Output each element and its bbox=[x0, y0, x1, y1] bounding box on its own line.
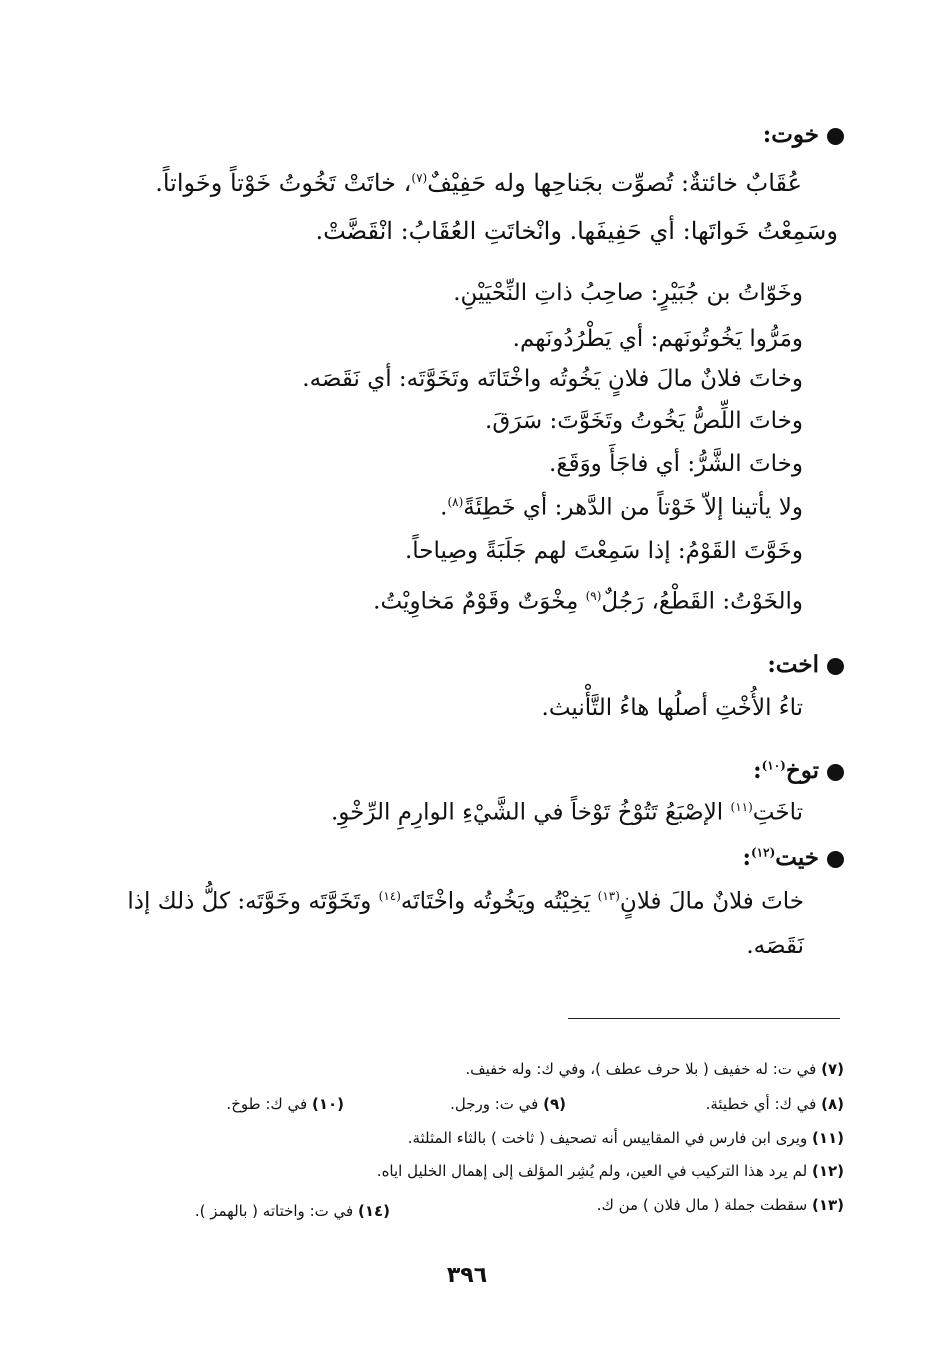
bullet-icon bbox=[827, 764, 844, 781]
footnote-marker: (١١) bbox=[730, 800, 753, 814]
footnote-11: (١١) ويرى ابن فارس في المقاييس أنه تصحيف ( ثاخت ) بالثاء المثلثة. bbox=[407, 1129, 844, 1147]
footnote-marker: (٨) bbox=[447, 495, 464, 509]
entry-item: ولا يأتينا إلاّ خَوْتاً من الدَّهر: أي خَطِئَةً$^{(٨)}$. bbox=[440, 494, 803, 521]
entry-heading-twkh: توخ$^{(١٠)}$: bbox=[753, 759, 844, 782]
entry-item: وخَوَّتَ القَوْمُ: إذا سَمِعْتَ لهم جَلَبَةً وصِياحاً. bbox=[404, 538, 803, 564]
footnote-divider bbox=[568, 1018, 840, 1019]
entry-item: وخاتَ الشَّرُّ: أي فاجَأَ ووَقَعَ. bbox=[549, 451, 803, 477]
footnote-marker: (١٤) bbox=[378, 889, 401, 903]
entry-heading-khyt: خيت$^{(١٢)}$: bbox=[742, 846, 844, 869]
entry-line: وسَمِعْتُ خَواتَها: أي حَفِيفَها. وانْخاتَتِ العُقَابُ: انْقَضَّتْ. bbox=[315, 217, 838, 245]
footnote-marker: (٧) bbox=[411, 171, 428, 185]
footnote-8: (٨) في ك: أي خطيئة. bbox=[705, 1095, 844, 1113]
entry-item: والخَوْتُ: القَطْعُ، رَجُلٌ$^{(٩)}$ مِخْوَتٌ وقَوْمٌ مَخاوِيْتُ. bbox=[373, 588, 803, 615]
entry-item: وخاتَ اللِّصُّ يَخُوتُ وتَخَوَّتَ: سَرَقَ. bbox=[485, 408, 803, 434]
footnote-13: (١٣) سقطت جملة ( مال فلان ) من ك. bbox=[596, 1196, 844, 1214]
bullet-icon bbox=[827, 128, 844, 145]
entry-line: خاتَ فلانٌ مالَ فلانٍ$^{(١٣)}$ يَخِيْتُه ويَخُوتُه واخْتَاتَه$^{(١٤)}$ وتَخَوَّتَه وخَوَّتَه: كلُّ ذلك إذا bbox=[127, 888, 804, 915]
footnote-14: (١٤) في ت: واختاته ( بالهمز ). bbox=[194, 1202, 390, 1220]
entry-line: تاءُ الأُخْتِ أصلُها هاءُ التَّأْنيث. bbox=[541, 695, 803, 721]
entry-line: عُقَابٌ خائتةٌ: تُصوِّت بجَناحِها وله حَفِيْفٌ$^{(٧)}$، خاتَتْ تَخُوتُ خَوْتاً وخَواتاً. bbox=[155, 169, 802, 197]
footnote-9: (٩) في ت: ورجل. bbox=[450, 1095, 566, 1113]
entry-heading-akht: اخت: bbox=[767, 653, 844, 676]
footnote-marker: (٩) bbox=[585, 589, 602, 603]
footnote-marker: (١٣) bbox=[597, 889, 620, 903]
entry-line: نَقَصَه. bbox=[746, 933, 804, 959]
footnote-marker: (١٢) bbox=[750, 845, 776, 860]
bullet-icon bbox=[827, 658, 844, 675]
entry-heading-khwt: خوت: bbox=[763, 123, 844, 146]
page-number: ٣٩٦ bbox=[446, 1263, 488, 1288]
footnote-12: (١٢) لم يرد هذا التركيب في العين، ولم يُشِر المؤلف إلى إهمال الخليل اياه. bbox=[376, 1162, 844, 1180]
footnote-10: (١٠) في ك: طوخ. bbox=[226, 1095, 344, 1113]
entry-item: وخَوّاتُ بن جُبَيْرٍ: صاحِبُ ذاتِ النِّحْيَيْنِ. bbox=[453, 280, 803, 306]
entry-line: تاخَتِ$^{(١١)}$ الإصْبَعُ تَتُوْخُ تَوْخاً في الشَّيْءِ الوارِمِ الرِّخْوِ. bbox=[330, 799, 803, 826]
entry-item: ومَرُّوا يَخُوتُونَهم: أي يَطْرُدُونَهم. bbox=[512, 326, 803, 352]
entry-item: وخاتَ فلانٌ مالَ فلانٍ يَخُوتُه واخْتَاتَه وتَخَوَّتَه: أي نَقَصَه. bbox=[302, 366, 803, 392]
bullet-icon bbox=[827, 851, 844, 868]
footnote-marker: (١٠) bbox=[761, 758, 786, 773]
footnote-7: (٧) في ت: له خفيف ( بلا حرف عطف )، وفي ك: وله خفيف. bbox=[465, 1060, 844, 1078]
